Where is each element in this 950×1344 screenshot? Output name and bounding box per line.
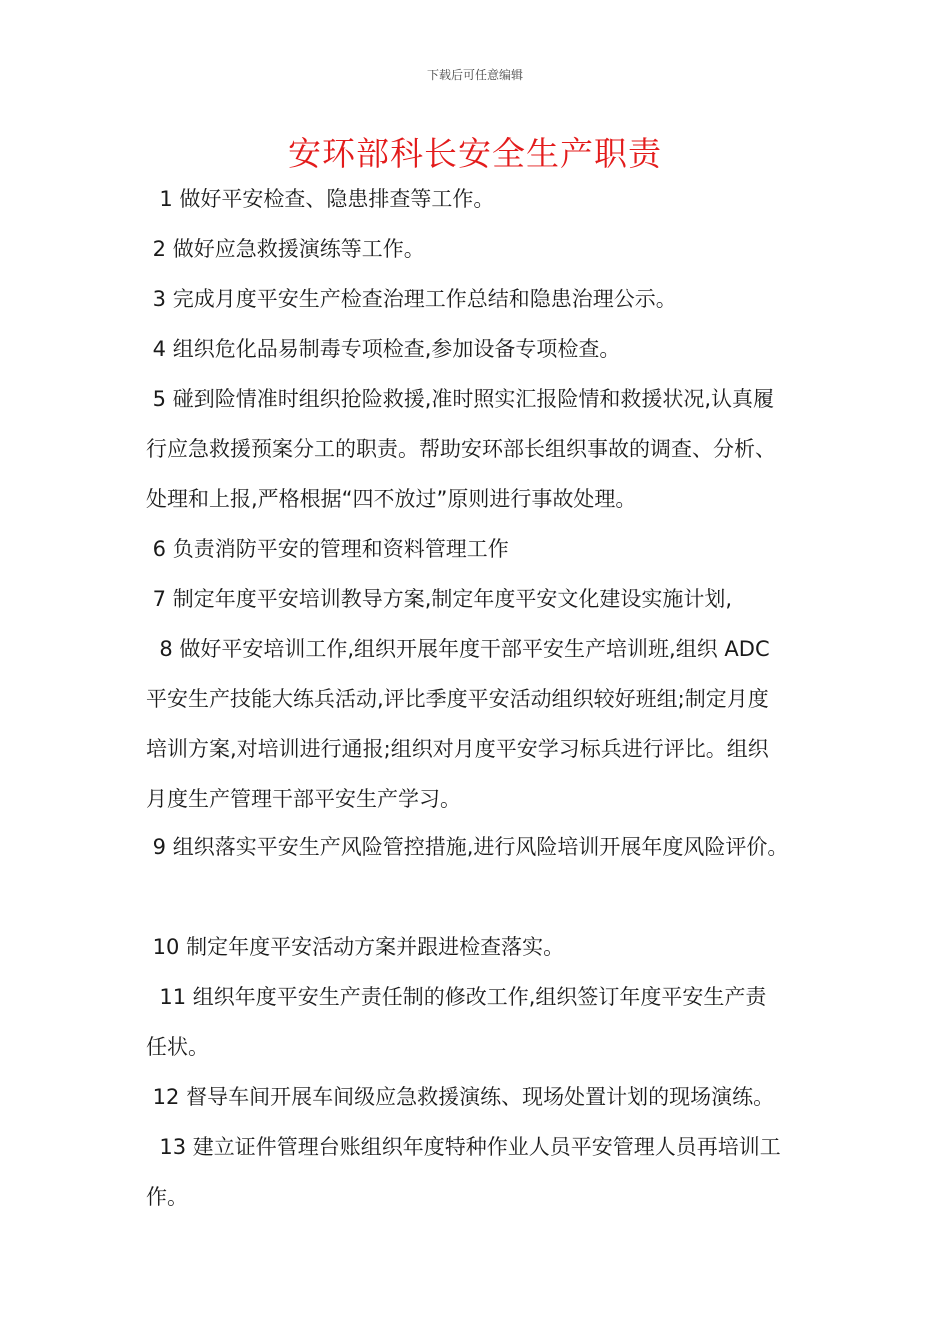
body-line: 8 做好平安培训工作,组织开展年度干部平安生产培训班,组织 ADC	[146, 637, 770, 661]
body-line: 3 完成月度平安生产检查治理工作总结和隐患治理公示。	[146, 287, 677, 311]
body-line: 培训方案,对培训进行通报;组织对月度平安学习标兵进行评比。组织	[146, 737, 769, 761]
body-line: 作。	[146, 1185, 188, 1209]
body-line: 处理和上报,严格根据“四不放过”原则进行事故处理。	[146, 487, 637, 511]
body-line: 13 建立证件管理台账组织年度特种作业人员平安管理人员再培训工	[146, 1135, 781, 1159]
header-note: 下载后可任意编辑	[426, 68, 523, 82]
body-line: 9 组织落实平安生产风险管控措施,进行风险培训开展年度风险评价。	[146, 835, 789, 859]
body-line: 10 制定年度平安活动方案并跟进检查落实。	[146, 935, 565, 959]
body-line: 月度生产管理干部平安生产学习。	[146, 787, 461, 811]
body-line: 1 做好平安检查、隐患排查等工作。	[146, 187, 495, 211]
body-line: 4 组织危化品易制毒专项检查,参加设备专项检查。	[146, 337, 621, 361]
body-line: 平安生产技能大练兵活动,评比季度平安活动组织较好班组;制定月度	[146, 687, 769, 711]
body-line: 行应急救援预案分工的职责。帮助安环部长组织事故的调查、分析、	[146, 437, 776, 461]
body-line: 2 做好应急救援演练等工作。	[146, 237, 425, 261]
document-title: 安环部科长安全生产职责	[288, 134, 662, 173]
body-line: 任状。	[146, 1035, 209, 1059]
body-line: 6 负责消防平安的管理和资料管理工作	[146, 537, 509, 561]
body-line: 5 碰到险情准时组织抢险救援,准时照实汇报险情和救援状况,认真履	[146, 387, 775, 411]
body-line: 7 制定年度平安培训教导方案,制定年度平安文化建设实施计划,	[146, 587, 733, 611]
body-line: 11 组织年度平安生产责任制的修改工作,组织签订年度平安生产责	[146, 985, 767, 1009]
body-line: 12 督导车间开展车间级应急救援演练、现场处置计划的现场演练。	[146, 1085, 775, 1109]
